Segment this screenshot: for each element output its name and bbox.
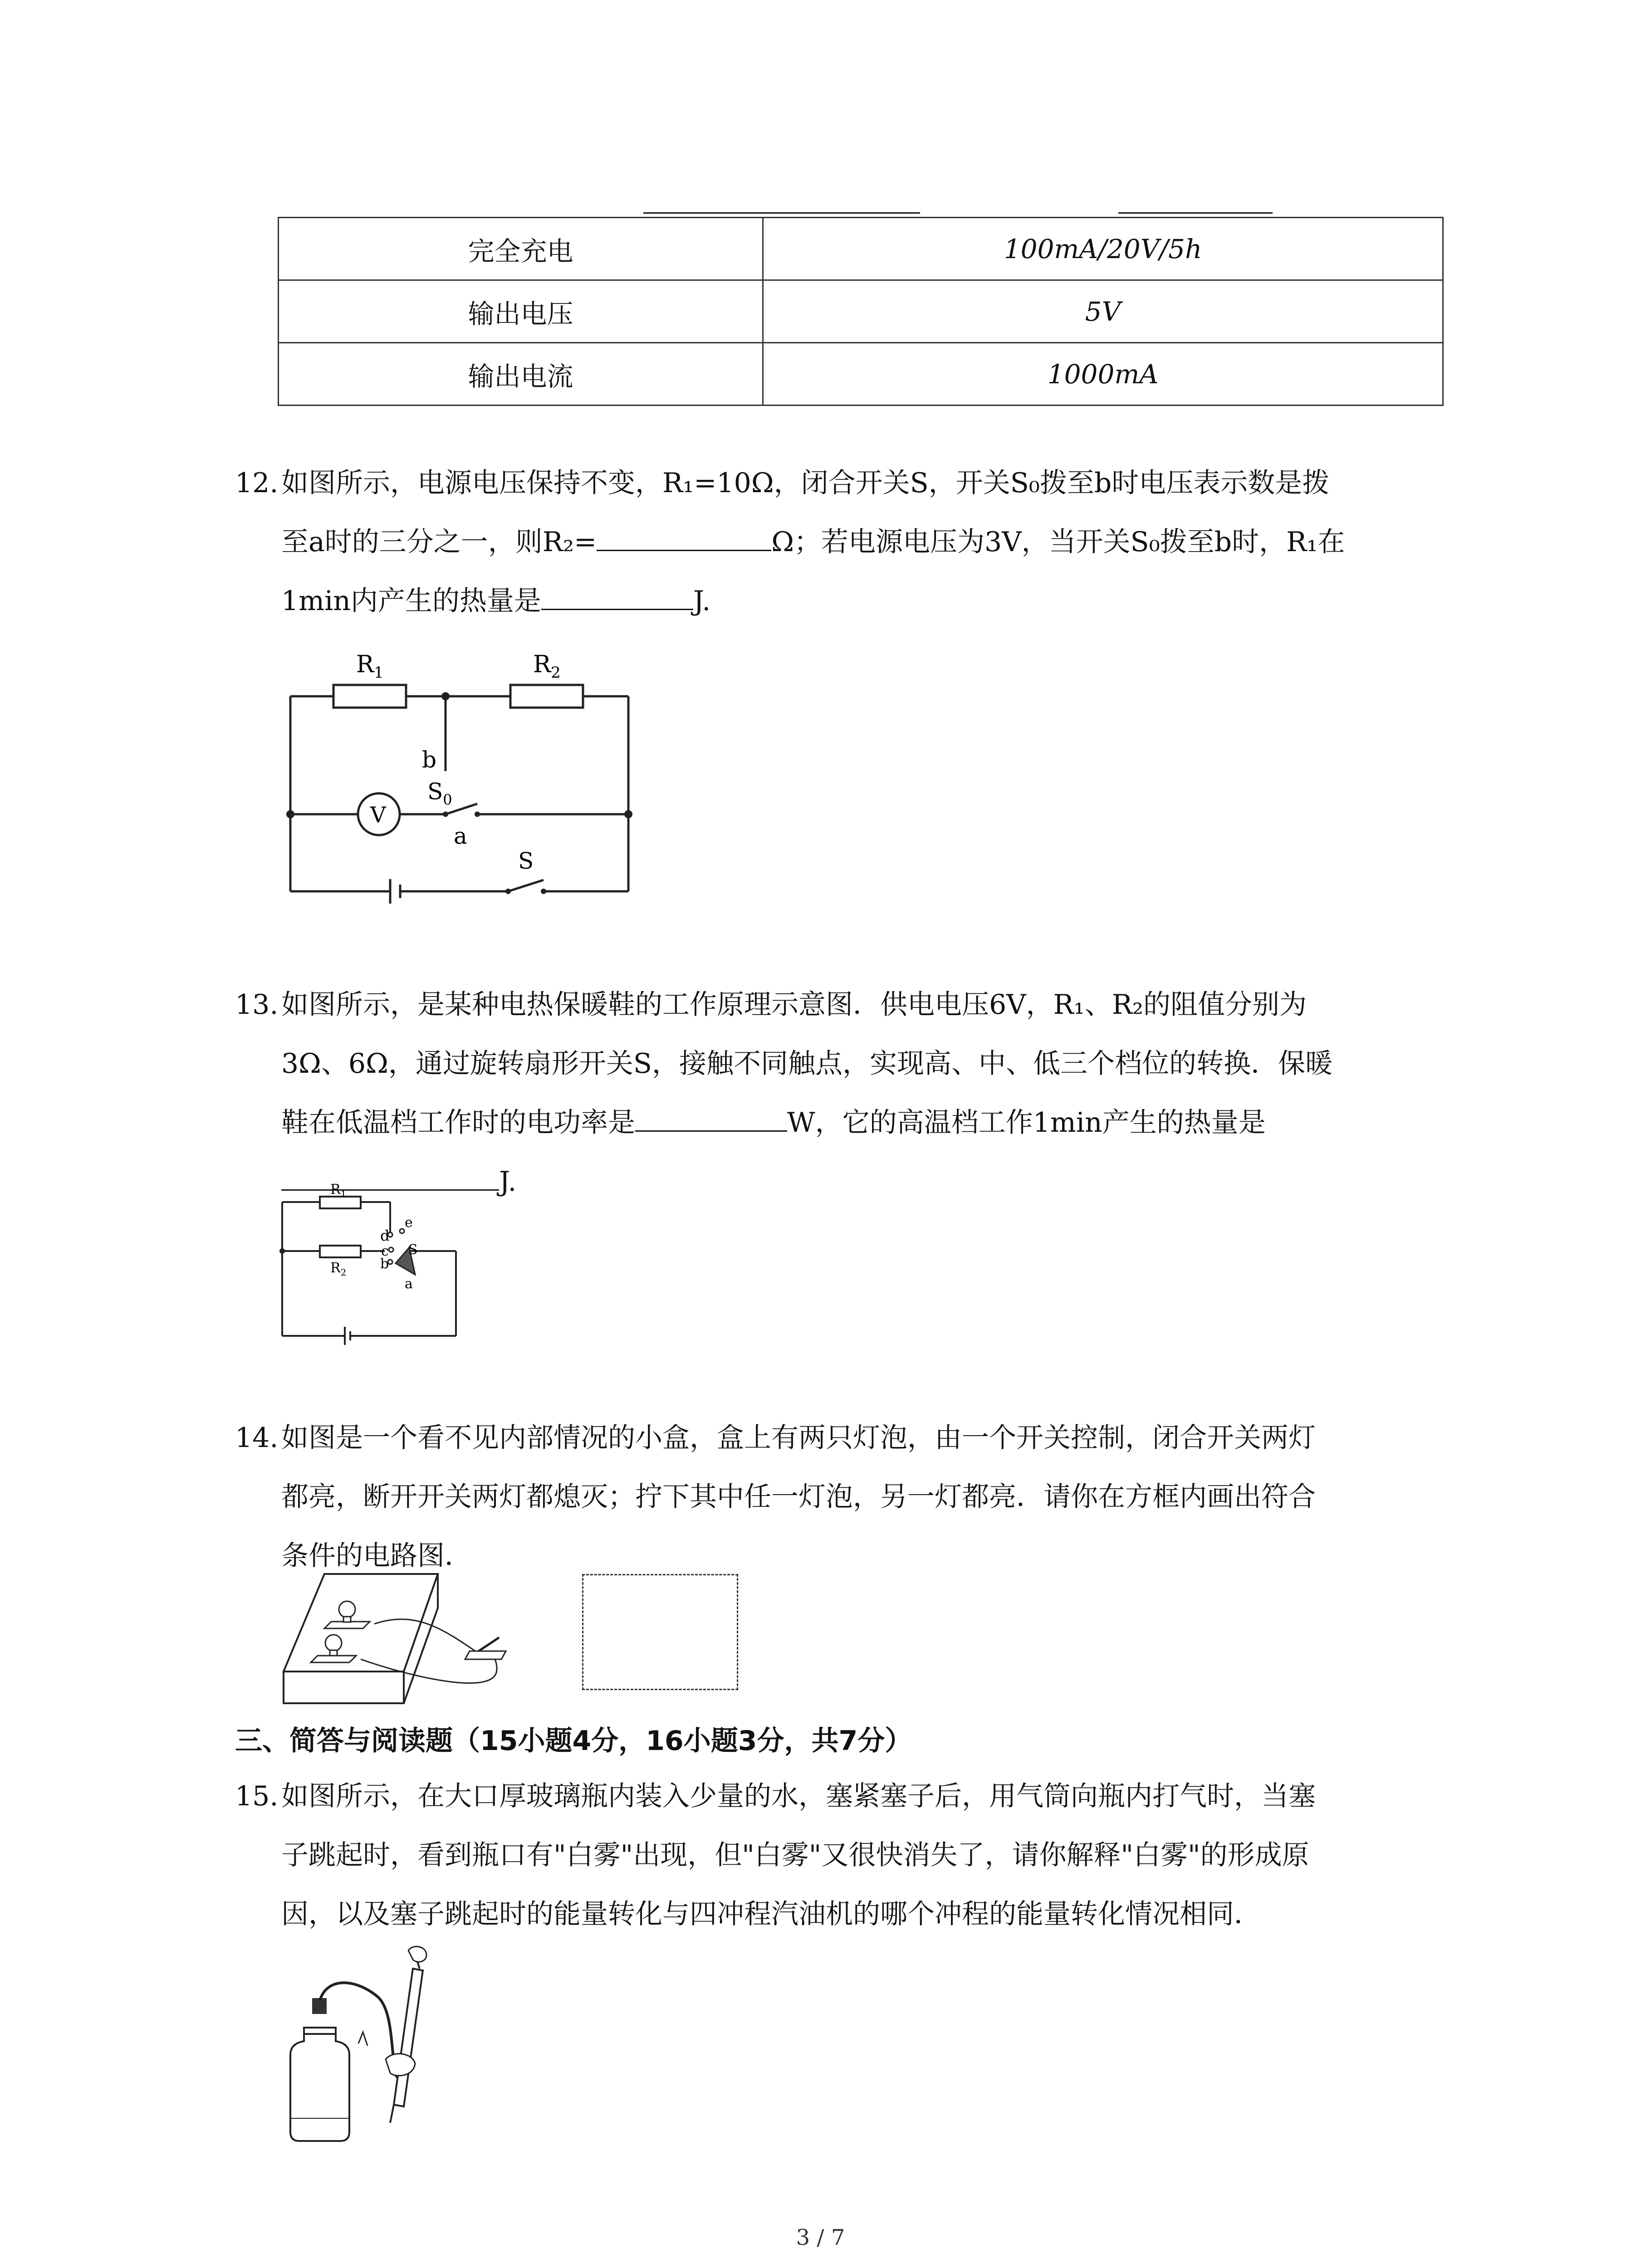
question-line: 如图所示，是某种电热保暖鞋的工作原理示意图．供电电压6V，R₁、R₂的阻值分别为 bbox=[281, 989, 1307, 1021]
prev-answer-blank-2[interactable] bbox=[1118, 212, 1273, 214]
answer-blank-heat[interactable] bbox=[541, 582, 693, 610]
label-r2: $R_2$ bbox=[533, 651, 561, 682]
table-cell-value: 5V bbox=[763, 280, 1443, 343]
table-row bbox=[279, 343, 1443, 406]
question-number: 12. bbox=[235, 467, 279, 499]
lightbox-illustration-q14 bbox=[279, 1565, 574, 1710]
table-row bbox=[279, 280, 1443, 343]
label-a: a bbox=[454, 823, 467, 849]
label-s: S bbox=[518, 848, 534, 874]
label-r1: $R_1$ bbox=[356, 651, 384, 682]
question-line: 条件的电路图． bbox=[281, 1540, 472, 1572]
label-a: a bbox=[405, 1276, 413, 1292]
question-text: J. bbox=[693, 585, 711, 617]
hand-icon bbox=[386, 2054, 415, 2076]
question-text: 1min内产生的热量是 bbox=[281, 585, 541, 617]
question-line: 如图是一个看不见内部情况的小盒，盒上有两只灯泡，由一个开关控制，闭合开关两灯 bbox=[281, 1422, 1316, 1454]
label-b: b bbox=[380, 1256, 389, 1272]
answer-blank-power[interactable] bbox=[635, 1103, 787, 1132]
bottle-pump-illustration-q15 bbox=[277, 1941, 467, 2150]
question-number: 15. bbox=[235, 1780, 279, 1812]
label-b: b bbox=[422, 747, 437, 773]
question-text: Ω；若电源电压为3V，当开关S₀拨至b时，R₁在 bbox=[771, 526, 1345, 558]
question-text: 鞋在低温档工作时的电功率是 bbox=[281, 1107, 635, 1139]
question-line: 如图所示，电源电压保持不变，R₁=10Ω，闭合开关S，开关S₀拨至b时电压表示数是拨 bbox=[281, 467, 1330, 499]
label-e: e bbox=[405, 1215, 413, 1231]
question-text: W，它的高温档工作1min产生的热量是 bbox=[787, 1107, 1266, 1139]
question-line bbox=[281, 572, 1461, 631]
stopper-icon bbox=[312, 1998, 327, 2014]
question-line: 因，以及塞子跳起时的能量转化与四冲程汽油机的哪个冲程的能量转化情况相同． bbox=[281, 1898, 1261, 1930]
table-row bbox=[279, 218, 1443, 280]
spec-table bbox=[278, 217, 1444, 406]
table-cell-label: 输出电流 bbox=[279, 343, 763, 406]
page-number: 3 / 7 bbox=[796, 2225, 845, 2250]
question-text: 至a时的三分之一，则R₂= bbox=[281, 526, 597, 558]
question-number: 13. bbox=[235, 989, 279, 1021]
question-line: 都亮，断开开关两灯都熄灭；拧下其中任一灯泡，另一灯都亮．请你在方框内画出符合 bbox=[281, 1481, 1316, 1513]
label-s0: $S_0$ bbox=[427, 778, 452, 808]
prev-answer-blank-1[interactable] bbox=[643, 212, 920, 214]
question-line: 子跳起时，看到瓶口有"白雾"出现，但"白雾"又很快消失了，请你解释"白雾"的形成原 bbox=[281, 1839, 1309, 1871]
circuit-diagram-q13 bbox=[277, 1184, 467, 1356]
question-line bbox=[281, 1093, 1461, 1152]
label-v: V bbox=[370, 802, 386, 828]
label-d: d bbox=[380, 1227, 390, 1244]
section-heading: 三、简答与阅读题（15小题4分，16小题3分，共7分） bbox=[235, 1725, 912, 1757]
drawing-answer-box[interactable] bbox=[582, 1574, 738, 1690]
question-number: 14. bbox=[235, 1422, 279, 1454]
question-text: J. bbox=[499, 1166, 517, 1198]
question-line: 如图所示，在大口厚玻璃瓶内装入少量的水，塞紧塞子后，用气筒向瓶内打气时，当塞 bbox=[281, 1780, 1316, 1812]
label-s: S bbox=[408, 1242, 418, 1258]
table-cell-value: 100mA/20V/5h bbox=[763, 218, 1443, 280]
table-cell-value: 1000mA bbox=[763, 343, 1443, 406]
circuit-diagram-q12 bbox=[281, 640, 644, 907]
label-r1: $R_1$ bbox=[330, 1184, 347, 1199]
table-cell-label: 完全充电 bbox=[279, 218, 763, 280]
table-cell-label: 输出电压 bbox=[279, 280, 763, 343]
label-c: c bbox=[381, 1243, 389, 1259]
answer-blank-r2[interactable] bbox=[597, 523, 771, 551]
label-r2: $R_2$ bbox=[330, 1260, 347, 1278]
question-line: 3Ω、6Ω，通过旋转扇形开关S，接触不同触点，实现高、中、低三个档位的转换．保暖 bbox=[281, 1048, 1332, 1080]
hand-icon bbox=[408, 1946, 426, 1962]
question-line bbox=[281, 513, 1461, 572]
